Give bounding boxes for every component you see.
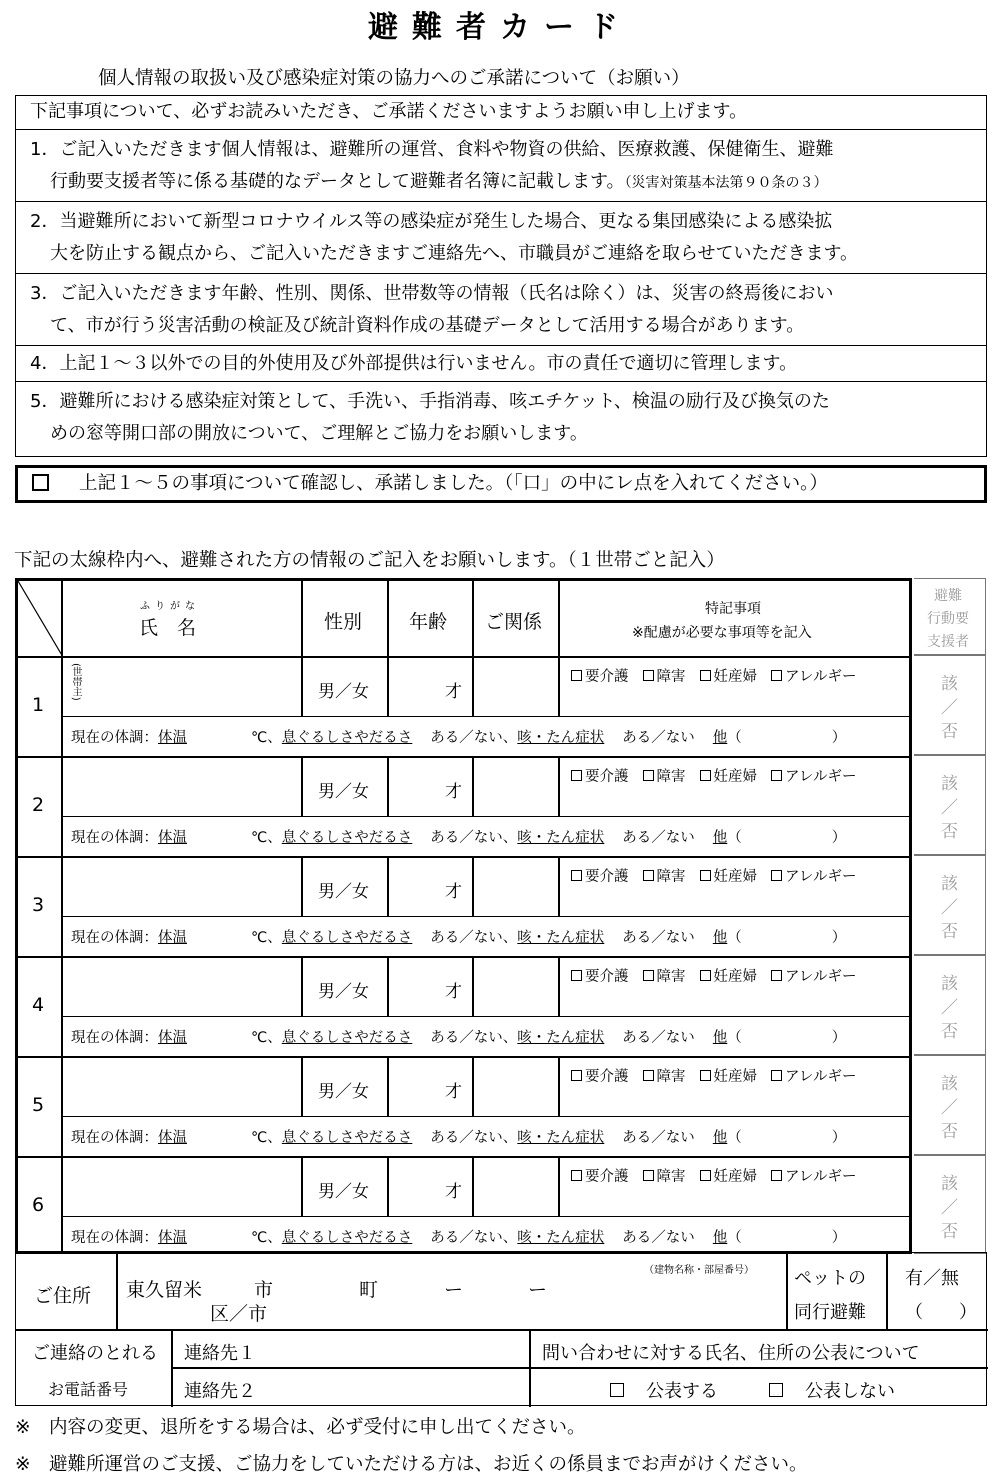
notice-box: [15, 95, 987, 457]
support-no[interactable]: 否: [941, 922, 958, 942]
gender-options[interactable]: 男／女: [318, 1082, 369, 1102]
relation-field[interactable]: [476, 861, 556, 913]
age-unit: 才: [445, 882, 462, 902]
relation-header: ご関係: [485, 611, 543, 633]
notice-item-5: 5．避難所における感染症対策として、手洗い、手指消毒、咳エチケット、検温の励行及び換気のた めの窓等開口部の開放について、ご理解とご協力をお願いします。: [30, 391, 830, 444]
age-unit: 才: [445, 782, 462, 802]
support-cell[interactable]: [914, 1155, 986, 1255]
gender-options[interactable]: 男／女: [318, 682, 369, 702]
page-title: 避難者カード: [368, 10, 632, 45]
special-options[interactable]: 要介護 障害 妊産婦 アレルギー: [571, 665, 857, 686]
notice-intro: 下記事項について、必ずお読みいただき、ご承諾くださいますようお願い申し上げます。: [16, 96, 986, 130]
address-shi: 市: [254, 1279, 274, 1301]
support-no[interactable]: 否: [941, 722, 958, 742]
condition-line: 現在の体調：体温 ℃、息ぐるしさやだるさ ある／ない、咳・たん症状 ある／ない 他（ ）: [71, 1030, 847, 1046]
notice-item-4: 4．上記１～３以外での目的外使用及び外部提供は行いません。市の責任で適切に管理します。: [16, 346, 986, 382]
support-column: [914, 578, 986, 1254]
gender-options[interactable]: 男／女: [318, 782, 369, 802]
support-yes[interactable]: 該: [941, 974, 958, 994]
address-label: ご住所: [34, 1285, 92, 1307]
name-header: 氏 名: [139, 617, 197, 639]
address-contact-block: [15, 1252, 987, 1406]
support-header-3: 支援者: [927, 634, 969, 650]
row-number: 2: [32, 794, 45, 816]
row-number: 6: [32, 1194, 45, 1216]
relation-field[interactable]: [476, 661, 556, 713]
condition-line: 現在の体調：体温 ℃、息ぐるしさやだるさ ある／ない、咳・たん症状 ある／ない 他（ ）: [71, 1230, 847, 1246]
special-options[interactable]: 要介護 障害 妊産婦 アレルギー: [571, 1065, 857, 1086]
special-header: 特記事項: [705, 601, 761, 617]
special-options[interactable]: 要介護 障害 妊産婦 アレルギー: [571, 765, 857, 786]
household-row: [18, 657, 909, 757]
name-field[interactable]: [65, 663, 299, 713]
name-field[interactable]: [65, 863, 299, 913]
publish-no[interactable]: 公表しない: [769, 1377, 895, 1403]
gender-options[interactable]: 男／女: [318, 1182, 369, 1202]
support-slash: ／: [941, 898, 958, 918]
support-cell[interactable]: [914, 955, 986, 1055]
name-field[interactable]: [65, 963, 299, 1013]
pet-paren: （ ）: [905, 1302, 977, 1323]
building-note: （建物名称・部屋番号）: [644, 1265, 754, 1276]
support-no[interactable]: 否: [941, 1022, 958, 1042]
name-field[interactable]: [65, 763, 299, 813]
publish-question: 問い合わせに対する氏名、住所の公表について: [542, 1343, 920, 1364]
relation-field[interactable]: [476, 1161, 556, 1213]
household-row: [18, 857, 909, 957]
row-number: 1: [32, 694, 45, 716]
instruction-text: 下記の太線枠内へ、避難された方の情報のご記入をお願いします。（１世帯ごと記入）: [14, 550, 725, 571]
support-slash: ／: [941, 1198, 958, 1218]
contact-1[interactable]: 連絡先１: [184, 1343, 256, 1364]
condition-line: 現在の体調：体温 ℃、息ぐるしさやだるさ ある／ない、咳・たん症状 ある／ない 他（ ）: [71, 1130, 847, 1146]
special-options[interactable]: 要介護 障害 妊産婦 アレルギー: [571, 865, 857, 886]
contact-label-1: ご連絡のとれる: [32, 1343, 158, 1364]
footnote-1: ※ 内容の変更、退所をする場合は、必ず受付に申し出てください。: [15, 1417, 586, 1438]
pet-label-2: 同行避難: [794, 1302, 866, 1323]
furigana-label: ふりがな: [140, 601, 200, 612]
support-slash: ／: [941, 798, 958, 818]
address-dash-1: ー: [444, 1279, 464, 1301]
age-header: 年齢: [409, 611, 448, 633]
support-yes[interactable]: 該: [941, 1174, 958, 1194]
support-header-2: 行動要: [927, 611, 969, 627]
support-header-1: 避難: [934, 588, 962, 604]
support-no[interactable]: 否: [941, 1122, 958, 1142]
address-machi: 町: [359, 1279, 379, 1301]
contact-label-2: お電話番号: [48, 1380, 129, 1399]
consent-label: 上記１～５の事項について確認し、承諾しました。（「口」の中にレ点を入れてください。）: [79, 473, 828, 494]
special-options[interactable]: 要介護 障害 妊産婦 アレルギー: [571, 1165, 857, 1186]
consent-row: [15, 465, 987, 503]
support-yes[interactable]: 該: [941, 1074, 958, 1094]
household-row: [18, 1057, 909, 1157]
special-note: ※配慮が必要な事項等を記入: [632, 625, 812, 641]
publish-yes[interactable]: 公表する: [610, 1377, 718, 1403]
address-dash-2: ー: [528, 1279, 548, 1301]
relation-field[interactable]: [476, 761, 556, 813]
support-slash: ／: [941, 698, 958, 718]
row-number: 4: [32, 994, 45, 1016]
condition-line: 現在の体調：体温 ℃、息ぐるしさやだるさ ある／ない、咳・たん症状 ある／ない 他（ ）: [71, 830, 847, 846]
special-options[interactable]: 要介護 障害 妊産婦 アレルギー: [571, 965, 857, 986]
name-field[interactable]: [65, 1163, 299, 1213]
household-row: [18, 757, 909, 857]
support-slash: ／: [941, 998, 958, 1018]
relation-field[interactable]: [476, 961, 556, 1013]
footnote-2: ※ 避難所運営のご支援、ご協力をしていただける方は、お近くの係員までお声がけください。: [15, 1454, 808, 1475]
consent-subtitle: 個人情報の取扱い及び感染症対策の協力へのご承諾について（お願い）: [98, 68, 690, 89]
age-unit: 才: [445, 1182, 462, 1202]
household-row: [18, 957, 909, 1057]
support-cell[interactable]: [914, 855, 986, 955]
householder-mark: (世帯主): [70, 663, 81, 701]
condition-line: 現在の体調：体温 ℃、息ぐるしさやだるさ ある／ない、咳・たん症状 ある／ない 他（ ）: [71, 930, 847, 946]
relation-field[interactable]: [476, 1061, 556, 1113]
row-number: 3: [32, 894, 45, 916]
address-ku-shi: 区／市: [210, 1303, 268, 1325]
support-no[interactable]: 否: [941, 822, 958, 842]
household-row: [18, 1157, 909, 1257]
contact-2[interactable]: 連絡先２: [184, 1381, 256, 1402]
age-unit: 才: [445, 982, 462, 1002]
pet-yes-no[interactable]: 有／無: [905, 1268, 959, 1289]
pet-label-1: ペットの: [794, 1268, 866, 1289]
notice-item-3: 3．ご記入いただきます年齢、性別、関係、世帯数等の情報（氏名は除く）は、災害の終焉後におい て、市が行う災害活動の検証及び統計資料作成の基礎データとして活用する場合があります。: [16, 274, 986, 346]
consent-checkbox[interactable]: [32, 474, 49, 491]
age-unit: 才: [445, 1082, 462, 1102]
row-number: 5: [32, 1094, 45, 1116]
age-unit: 才: [445, 682, 462, 702]
support-yes[interactable]: 該: [941, 774, 958, 794]
condition-line: 現在の体調：体温 ℃、息ぐるしさやだるさ ある／ない、咳・たん症状 ある／ない 他（ ）: [71, 730, 847, 746]
address-city: 東久留米: [126, 1279, 203, 1301]
support-no[interactable]: 否: [941, 1222, 958, 1242]
gender-options[interactable]: 男／女: [318, 882, 369, 902]
gender-options[interactable]: 男／女: [318, 982, 369, 1002]
support-cell[interactable]: [914, 655, 986, 755]
notice-item-1: 1．ご記入いただきます個人情報は、避難所の運営、食料や物資の供給、医療救護、保健衛生、避難 行動要支援者等に係る基礎的なデータとして避難者名簿に記載します。（災害対策基本法第９０条の３）: [16, 130, 986, 202]
notice-item-2: 2．当避難所において新型コロナウイルス等の感染症が発生した場合、更なる集団感染による感染拡 大を防止する観点から、ご記入いただきますご連絡先へ、市職員がご連絡を取らせていただきます。: [16, 202, 986, 274]
gender-header: 性別: [324, 611, 363, 633]
support-yes[interactable]: 該: [941, 674, 958, 694]
household-table: [15, 578, 912, 1254]
header-corner-diagonal: [18, 581, 63, 657]
support-cell[interactable]: [914, 755, 986, 855]
support-yes[interactable]: 該: [941, 874, 958, 894]
name-field[interactable]: [65, 1063, 299, 1113]
support-slash: ／: [941, 1098, 958, 1118]
support-cell[interactable]: [914, 1055, 986, 1155]
